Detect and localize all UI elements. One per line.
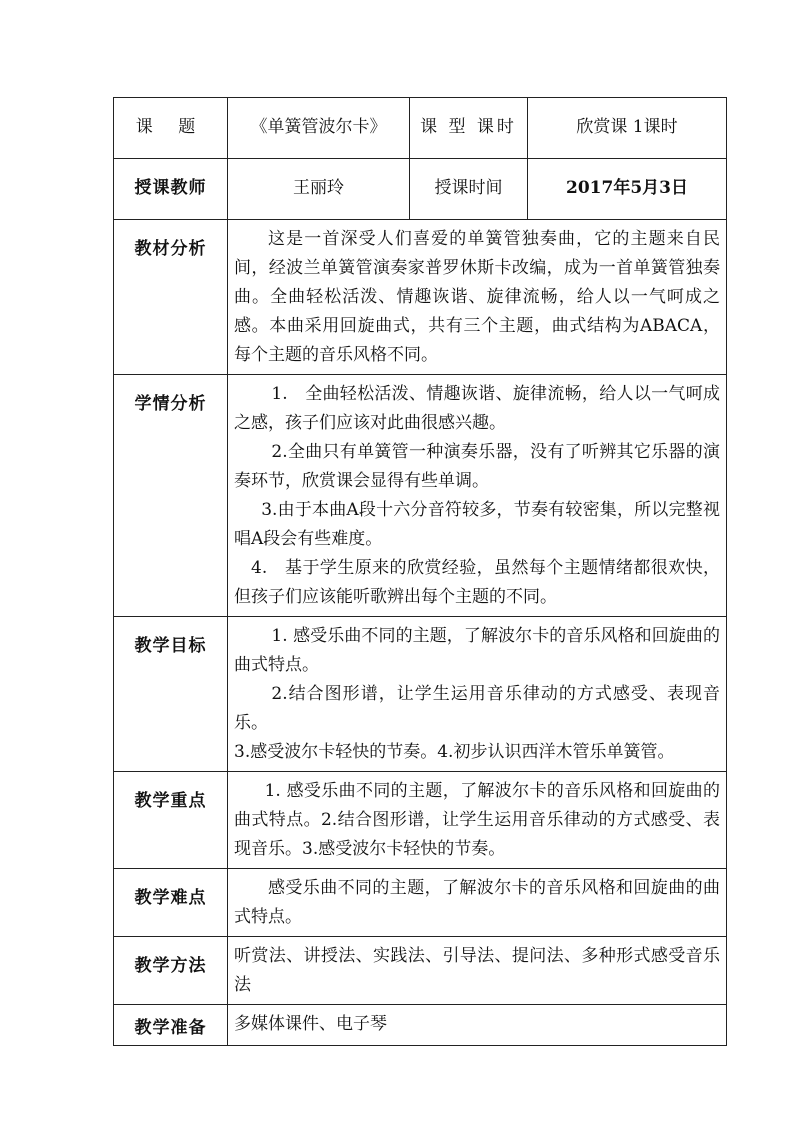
difficulties-label: 教学难点: [114, 869, 228, 937]
students-point-2: 2.全曲只有单簧管一种演奏乐器，没有了听辨其它乐器的演奏环节，欣赏课会显得有些单调。: [234, 442, 720, 491]
teacher-value: 王丽玲: [228, 159, 410, 220]
key-points-label: 教学重点: [114, 772, 228, 869]
students-point-4: 4. 基于学生原来的欣赏经验，虽然每个主题情绪都很欢快，但孩子们应该能听歌辨出每个主题的不同。: [234, 558, 720, 607]
type-value: 欣赏课 1课时: [528, 98, 727, 159]
time-label: 授课时间: [410, 159, 528, 220]
goals-point-2: 2.结合图形谱，让学生运用音乐律动的方式感受、表现音乐。: [234, 684, 720, 733]
students-label: 学情分析: [114, 375, 228, 617]
topic-label: 课 题: [114, 98, 228, 159]
row-key-points: [114, 772, 727, 869]
topic-value: 《单簧管波尔卡》: [228, 98, 410, 159]
row-methods: [114, 937, 727, 1005]
methods-label: 教学方法: [114, 937, 228, 1005]
preparation-text: 多媒体课件、电子琴: [234, 1014, 387, 1034]
lesson-plan-table: [113, 97, 727, 1046]
row-material: [114, 220, 727, 375]
time-value: 2017年5月3日: [528, 159, 727, 220]
goals-point-3: 3.感受波尔卡轻快的节奏。4.初步认识西洋木管乐单簧管。: [234, 742, 675, 762]
goals-point-1: 1. 感受乐曲不同的主题，了解波尔卡的音乐风格和回旋曲的曲式特点。: [234, 626, 720, 675]
students-point-1: 1. 全曲轻松活泼、情趣诙谐、旋律流畅，给人以一气呵成之感，孩子们应该对此曲很感兴趣。: [234, 384, 720, 433]
students-point-3: 3.由于本曲A段十六分音符较多，节奏有较密集，所以完整视唱A段会有些难度。: [234, 500, 720, 549]
row-teacher: [114, 159, 727, 220]
material-label: 教材分析: [114, 220, 228, 375]
material-text: 这是一首深受人们喜爱的单簧管独奏曲，它的主题来自民间，经波兰单簧管演奏家普罗休斯卡改编，成为一首单簧管独奏曲。全曲轻松活泼、情趣诙谐、旋律流畅，给人以一气呵成之感。本曲采用回旋曲式，共有三个主题，曲式结构为ABACA，每个主题的音乐风格不同。: [234, 229, 720, 365]
goals-label: 教学目标: [114, 617, 228, 772]
row-goals: [114, 617, 727, 772]
type-label: 课 型 课时: [410, 98, 528, 159]
teacher-label: 授课教师: [114, 159, 228, 220]
key-points-text: 1. 感受乐曲不同的主题，了解波尔卡的音乐风格和回旋曲的曲式特点。2.结合图形谱，让学生运用音乐律动的方式感受、表现音乐。3.感受波尔卡轻快的节奏。: [234, 781, 720, 859]
row-topic: [114, 98, 727, 159]
row-difficulties: [114, 869, 727, 937]
row-students: [114, 375, 727, 617]
difficulties-text: 感受乐曲不同的主题，了解波尔卡的音乐风格和回旋曲的曲式特点。: [234, 878, 720, 927]
methods-text: 听赏法、讲授法、实践法、引导法、提问法、多种形式感受音乐法: [234, 946, 720, 995]
row-preparation: [114, 1005, 727, 1046]
preparation-label: 教学准备: [114, 1005, 228, 1046]
